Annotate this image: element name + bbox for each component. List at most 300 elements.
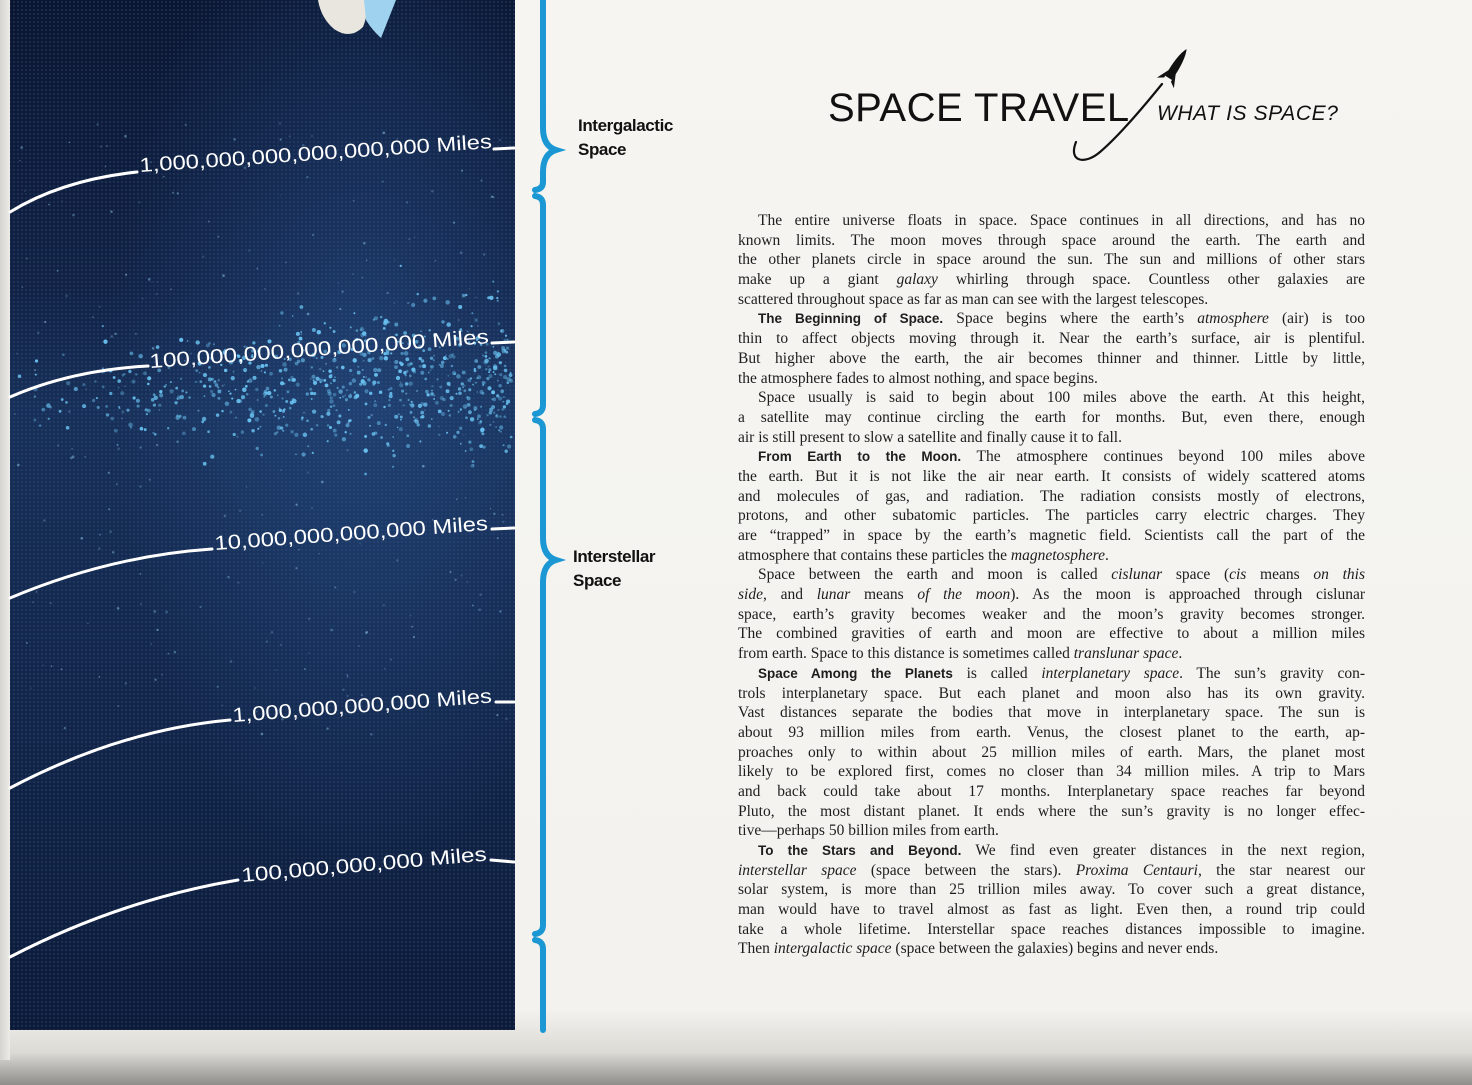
star-dot — [406, 201, 408, 203]
star-dot — [357, 371, 361, 375]
star-dot — [104, 166, 106, 168]
star-dot — [456, 431, 459, 434]
section-heading: To the Stars and Beyond. — [758, 843, 962, 858]
star-dot — [235, 417, 237, 419]
text-run: known limits. The moon moves through space around the earth. The earth and — [738, 231, 1365, 249]
star-dot — [213, 343, 215, 345]
star-dot — [474, 370, 477, 373]
star-dot — [138, 354, 142, 358]
star-dot — [59, 410, 62, 413]
star-dot — [372, 432, 376, 436]
star-dot — [274, 389, 277, 392]
star-dot — [196, 340, 200, 344]
star-dot — [154, 396, 158, 400]
star-dot — [301, 416, 303, 418]
star-dot — [208, 377, 212, 381]
star-dot — [363, 242, 366, 245]
star-dot — [149, 479, 151, 481]
star-dot — [497, 290, 499, 292]
star-dot — [337, 420, 341, 424]
star-dot — [308, 618, 310, 620]
star-dot — [460, 443, 462, 445]
text-run: . — [1105, 546, 1109, 564]
star-dot — [456, 374, 461, 379]
star-dot — [230, 411, 233, 414]
star-dot — [342, 396, 344, 398]
star-dot — [225, 401, 230, 406]
star-dot — [370, 733, 372, 735]
star-dot — [400, 362, 404, 366]
star-dot — [263, 395, 265, 397]
italic-term: cis — [1229, 566, 1247, 584]
star-dot — [460, 574, 462, 576]
star-dot — [363, 448, 367, 452]
star-dot — [466, 396, 468, 398]
star-dot — [468, 410, 472, 414]
text-line — [738, 428, 1365, 448]
star-dot — [163, 176, 165, 178]
star-dot — [311, 398, 313, 400]
star-dot — [117, 444, 119, 446]
star-dot — [176, 441, 179, 444]
star-dot — [126, 409, 129, 412]
region-label-interstellar — [573, 545, 655, 593]
star-dot — [468, 388, 471, 391]
distance-label: 100,000,000,000,000,000 Miles — [148, 330, 430, 373]
star-dot — [410, 615, 412, 617]
text-line — [738, 664, 1365, 684]
text-run: (space between the stars). — [856, 861, 1076, 879]
star-dot — [224, 369, 228, 373]
star-dot — [151, 643, 152, 644]
text-run: man would have to travel almost as fast as light. Even then, a round trip could — [738, 901, 1365, 919]
star-dot — [407, 302, 409, 304]
star-dot — [349, 433, 351, 435]
star-dot — [345, 431, 347, 433]
star-dot — [252, 376, 256, 380]
star-dot — [316, 377, 320, 381]
star-dot — [204, 395, 206, 397]
star-dot — [461, 170, 463, 172]
star-dot — [310, 428, 313, 431]
text-line — [738, 250, 1365, 270]
star-dot — [505, 718, 508, 721]
star-dot — [478, 608, 481, 611]
star-dot — [387, 444, 390, 447]
star-dot — [117, 607, 120, 610]
star-dot — [279, 369, 283, 373]
star-dot — [113, 376, 116, 379]
star-dot — [69, 142, 71, 144]
text-line — [738, 841, 1365, 861]
star-dot — [333, 429, 337, 433]
star-dot — [241, 395, 245, 399]
star-dot — [463, 389, 466, 392]
star-dot — [279, 325, 281, 327]
text-run: and back could take about 17 months. Interplanetary space reaches far beyond — [738, 782, 1365, 800]
star-dot — [423, 299, 427, 303]
star-dot — [143, 371, 147, 375]
star-dot — [462, 386, 464, 388]
star-dot — [80, 537, 83, 540]
star-dot — [408, 399, 410, 401]
star-dot — [154, 679, 156, 681]
star-dot — [431, 418, 433, 420]
text-line — [738, 369, 1365, 389]
star-dot — [485, 355, 488, 358]
star-dot — [161, 674, 163, 676]
star-dot — [281, 377, 283, 379]
page-subtitle: WHAT IS SPACE? — [1157, 102, 1339, 125]
star-dot — [233, 371, 235, 373]
star-dot — [506, 381, 509, 384]
section-heading: Space Among the Planets — [758, 665, 953, 681]
star-dot — [480, 406, 482, 408]
star-dot — [399, 427, 403, 431]
star-dot — [352, 374, 353, 375]
star-dot — [124, 135, 127, 138]
star-dot — [260, 426, 262, 428]
star-dot — [256, 365, 260, 369]
star-dot — [257, 428, 259, 430]
text-run: from earth. Space to this distance is sometimes called — [738, 645, 1074, 663]
star-dot — [135, 333, 137, 335]
italic-term: of the moon — [917, 586, 1011, 604]
star-dot — [474, 359, 478, 363]
star-dot — [284, 368, 288, 372]
star-dot — [130, 352, 134, 356]
star-dot — [175, 387, 178, 390]
star-dot — [310, 392, 314, 396]
star-dot — [195, 381, 197, 383]
text-run: Pluto, the most distant planet. It ends where the sun’s gravity is no longer effec- — [738, 802, 1365, 820]
star-dot — [392, 466, 394, 468]
star-dot — [37, 332, 40, 335]
star-dot — [187, 340, 189, 342]
star-dot — [362, 381, 366, 385]
star-dot — [497, 300, 499, 302]
star-dot — [425, 390, 429, 394]
star-dot — [36, 591, 38, 593]
star-dot — [486, 377, 489, 380]
star-dot — [72, 214, 75, 217]
star-dot — [499, 425, 503, 429]
star-dot — [303, 412, 305, 414]
star-dot — [369, 392, 372, 395]
star-dot — [433, 355, 435, 357]
star-dot — [487, 366, 489, 368]
star-dot — [493, 513, 495, 515]
star-dot — [363, 376, 365, 378]
star-dot — [217, 686, 219, 688]
star-dot — [255, 417, 260, 422]
star-dot — [114, 429, 118, 433]
star-dot — [139, 486, 141, 488]
distance-tick — [491, 860, 514, 862]
star-dot — [338, 389, 342, 393]
star-dot — [436, 378, 438, 380]
star-dot — [283, 416, 285, 418]
star-dot — [312, 452, 314, 454]
star-dot — [380, 316, 383, 319]
star-dot — [323, 370, 325, 372]
star-dot — [406, 434, 409, 437]
star-dot — [494, 373, 496, 375]
star-dot — [491, 390, 495, 394]
star-dot — [420, 411, 424, 415]
star-dot — [292, 378, 296, 382]
star-dot — [290, 430, 293, 433]
italic-term: Proxima Centauri — [1075, 861, 1198, 879]
star-dot — [356, 329, 359, 332]
star-dot — [26, 258, 28, 260]
star-dot — [144, 428, 147, 431]
star-dot — [62, 353, 65, 356]
star-dot — [435, 401, 439, 405]
text-line — [738, 782, 1365, 802]
star-dot — [147, 376, 151, 380]
star-dot — [394, 259, 395, 260]
star-dot — [256, 447, 259, 450]
star-dot — [211, 393, 215, 397]
text-line — [738, 349, 1365, 369]
star-dot — [450, 404, 453, 407]
star-dot — [336, 387, 338, 389]
star-dot — [485, 351, 488, 354]
text-line — [738, 644, 1365, 664]
star-dot — [300, 331, 302, 333]
italic-term: intergalactic space — [773, 940, 892, 958]
star-dot — [152, 347, 155, 350]
star-dot — [117, 447, 120, 450]
star-dot — [339, 308, 341, 310]
star-dot — [110, 210, 112, 212]
star-dot — [272, 410, 275, 413]
star-dot — [128, 370, 131, 373]
text-run: We find even greater distances in the next region, — [961, 842, 1365, 859]
star-dot — [275, 669, 277, 671]
text-run: Then — [738, 940, 774, 958]
star-dot — [165, 611, 168, 614]
star-dot — [348, 409, 350, 411]
star-dot — [374, 373, 378, 377]
star-dot — [278, 410, 280, 412]
star-dot — [492, 281, 494, 283]
star-dot — [296, 332, 300, 336]
star-dot — [349, 369, 352, 372]
star-dot — [451, 365, 453, 367]
star-dot — [334, 434, 337, 437]
star-dot — [463, 404, 467, 408]
star-dot — [506, 346, 509, 349]
star-dot — [498, 429, 500, 431]
star-dot — [346, 674, 348, 676]
star-dot — [465, 294, 467, 296]
star-dot — [489, 358, 491, 360]
star-dot — [482, 384, 484, 386]
star-dot — [156, 281, 157, 282]
star-dot — [403, 404, 405, 406]
star-dot — [96, 397, 98, 399]
text-run: The atmosphere continues beyond 100 miles above — [961, 448, 1365, 466]
star-dot — [16, 353, 18, 355]
star-dot — [475, 382, 477, 384]
star-dot — [439, 386, 442, 389]
star-dot — [111, 417, 115, 421]
star-dot — [465, 497, 466, 498]
star-dot — [327, 409, 330, 412]
star-dot — [20, 146, 23, 149]
star-dot — [489, 411, 493, 415]
star-dot — [116, 483, 118, 485]
section-heading: From Earth to the Moon. — [758, 449, 962, 465]
star-dot — [112, 551, 115, 554]
star-dot — [285, 400, 288, 403]
star-dot — [495, 426, 497, 428]
star-dot — [136, 399, 140, 403]
text-line — [738, 900, 1365, 920]
star-dot — [18, 374, 22, 378]
star-dot — [310, 378, 312, 380]
star-dot — [269, 372, 273, 376]
star-dot — [170, 381, 172, 383]
star-dot — [117, 379, 121, 383]
star-dot — [392, 454, 395, 457]
star-dot — [504, 365, 507, 368]
star-dot — [277, 394, 279, 396]
star-dot — [447, 375, 449, 377]
star-dot — [202, 256, 204, 258]
star-dot — [387, 321, 390, 324]
text-line — [738, 388, 1365, 408]
star-dot — [30, 687, 31, 688]
star-dot — [103, 340, 107, 344]
star-dot — [261, 514, 263, 516]
star-dot — [222, 274, 225, 277]
star-dot — [256, 268, 258, 270]
star-dot — [319, 553, 320, 554]
star-dot — [411, 303, 415, 307]
star-dot — [456, 393, 458, 395]
star-dot — [236, 436, 238, 438]
star-dot — [270, 396, 273, 399]
star-dot — [373, 403, 377, 407]
text-line — [738, 939, 1365, 959]
star-dot — [488, 368, 491, 371]
star-dot — [329, 426, 332, 429]
star-dot — [279, 122, 282, 125]
star-dot — [329, 399, 333, 403]
star-dot — [346, 423, 350, 427]
star-dot — [493, 411, 495, 413]
star-dot — [438, 434, 440, 436]
star-dot — [218, 397, 221, 400]
star-dot — [260, 453, 263, 456]
star-dot — [388, 399, 390, 401]
star-dot — [102, 325, 104, 327]
star-dot — [468, 440, 471, 443]
text-line — [738, 821, 1365, 841]
star-dot — [467, 581, 468, 582]
star-dot — [463, 434, 465, 436]
star-dot — [487, 296, 490, 299]
star-dot — [388, 404, 391, 407]
star-dot — [242, 388, 247, 393]
star-dot — [503, 396, 505, 398]
star-dot — [48, 204, 50, 206]
text-run: Space usually is said to begin about 100 miles above the earth. At this height, — [758, 389, 1365, 407]
star-dot — [120, 391, 124, 395]
star-dot — [320, 381, 322, 383]
star-dot — [177, 398, 179, 400]
star-dot — [309, 388, 312, 391]
star-dot — [430, 357, 433, 360]
star-dot — [479, 593, 481, 595]
star-dot — [182, 431, 186, 435]
star-dot — [359, 383, 362, 386]
star-dot — [384, 668, 386, 670]
star-dot — [159, 393, 163, 397]
star-dot — [203, 373, 207, 377]
star-dot — [480, 421, 482, 423]
italic-term: lunar — [816, 586, 851, 604]
text-line — [738, 585, 1365, 605]
star-dot — [110, 335, 113, 338]
star-dot — [441, 361, 445, 365]
star-dot — [354, 395, 358, 399]
star-dot — [97, 406, 100, 409]
star-dot — [199, 380, 202, 383]
star-dot — [156, 345, 160, 349]
region-name: Intergalactic — [578, 116, 673, 135]
star-dot — [390, 659, 392, 661]
star-dot — [392, 436, 394, 438]
star-dot — [492, 346, 494, 348]
star-dot — [342, 689, 344, 691]
star-dot — [445, 300, 450, 305]
star-dot — [339, 397, 341, 399]
text-line — [738, 329, 1365, 349]
star-dot — [245, 385, 248, 388]
star-dot — [257, 399, 259, 401]
star-dot — [460, 408, 462, 410]
star-dot — [365, 402, 368, 405]
star-dot — [281, 397, 283, 399]
star-dot — [179, 415, 182, 418]
star-dot — [394, 365, 398, 369]
star-dot — [183, 416, 187, 420]
star-dot — [385, 424, 387, 426]
star-dot — [484, 359, 489, 364]
star-dot — [239, 510, 241, 512]
star-dot — [353, 312, 355, 314]
star-dot — [496, 714, 498, 716]
star-dot — [428, 372, 430, 374]
star-dot — [306, 392, 309, 395]
italic-term: magnetosphere — [1010, 546, 1106, 564]
star-dot — [62, 200, 63, 201]
star-dot — [422, 465, 425, 468]
text-line — [738, 880, 1365, 900]
star-dot — [379, 391, 383, 395]
star-dot — [233, 138, 236, 141]
text-run: . The sun’s gravity con- — [1179, 664, 1365, 682]
star-dot — [17, 464, 20, 467]
star-dot — [458, 392, 462, 396]
star-dot — [390, 387, 393, 390]
star-dot — [246, 393, 249, 396]
star-dot — [499, 610, 501, 612]
